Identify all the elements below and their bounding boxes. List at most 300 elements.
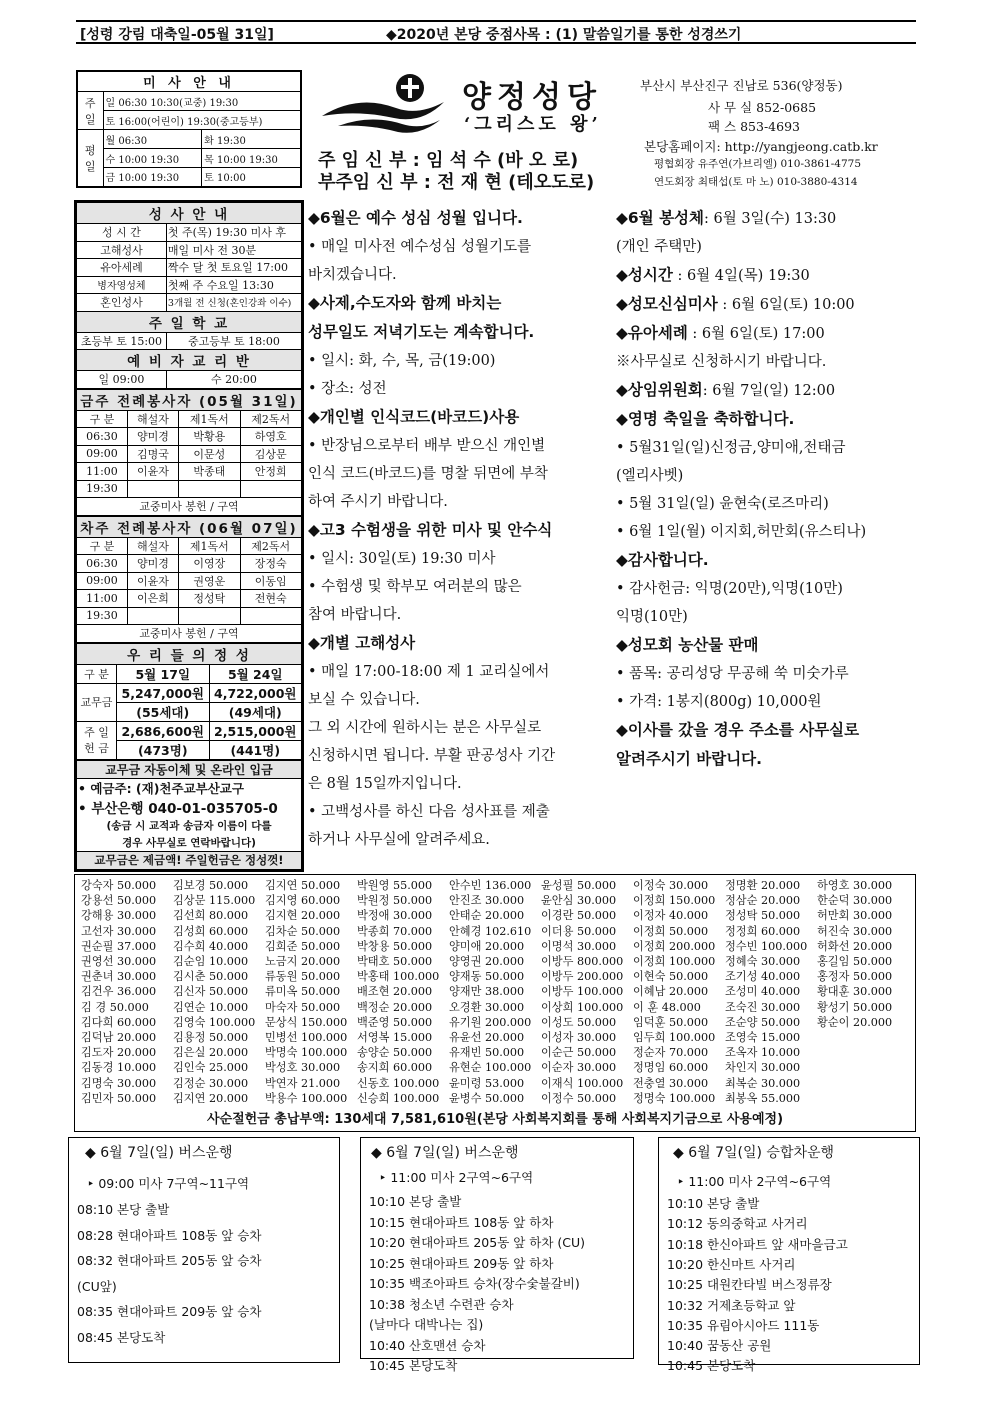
- bus-schedule-2: [360, 1137, 634, 1373]
- donor-entry: 양재만 38.000: [449, 985, 525, 999]
- server-name: 양미경: [127, 555, 178, 573]
- donor-entry: 정순자 70.000: [633, 1046, 709, 1060]
- section-title: 금주 전례봉사자 (05월 31일): [77, 389, 302, 410]
- notice-line: [616, 490, 916, 518]
- donor-entry: 차인지 30.000: [725, 1061, 801, 1075]
- donor-entry: 안태순 20.000: [449, 909, 525, 923]
- weekday-time: 금 10:00 19:30: [103, 168, 202, 187]
- transfer-note: (송금 시 교적과 송금자 이름이 다를: [77, 817, 302, 835]
- mass-time: 06:30: [77, 555, 128, 573]
- notice-line: [616, 631, 916, 660]
- mass-schedule-table: [76, 70, 302, 188]
- offering-slogan: 교무금은 제금액! 주일헌금은 정성껏!: [77, 852, 302, 870]
- notice-line: [616, 688, 916, 716]
- donor-entry: 이성도 50.000: [541, 1015, 617, 1029]
- donor-entry: 유윤선 20.000: [449, 1031, 525, 1044]
- server-name: 정성탁: [179, 590, 240, 608]
- donor-entry: 허화선 20.000: [817, 939, 893, 953]
- notice-text: • 품목: 공리성당 무공해 쑥 미숫가루: [616, 666, 849, 682]
- donor-entry: 이순근 50.000: [541, 1046, 617, 1060]
- donor-entry: 이정자 40.000: [633, 909, 709, 923]
- donor-entry: 안진조 30.000: [449, 894, 525, 908]
- donor-entry: 정정희 60.000: [725, 924, 801, 938]
- donor-entry: 박명숙 100.000: [265, 1046, 348, 1060]
- server-name: [179, 480, 240, 498]
- server-name: [179, 607, 240, 625]
- notice-title: ◆이사를 갔을 경우 주소를 사무실로: [616, 721, 860, 739]
- server-name: 김명국: [127, 445, 178, 463]
- sunday-times: 일 06:30 10:30(교중) 19:30: [103, 92, 301, 111]
- bank-transfer-box: [76, 760, 302, 870]
- donor-entry: 안수빈 136.000: [449, 879, 532, 892]
- donor-entry: 박연자 21.000: [265, 1076, 341, 1090]
- donor-entry: 김수희 40.000: [173, 939, 249, 953]
- servers-next-week-table: [76, 516, 302, 643]
- donor-entry: 이더용 50.000: [541, 924, 617, 938]
- donor-entry: 이재식 100.000: [541, 1076, 624, 1090]
- bus-title: ◆ 6월 7일(일) 버스운행: [371, 1145, 519, 1161]
- donor-entry: 권순필 37.000: [81, 939, 157, 953]
- donor-entry: 허진숙 30.000: [817, 924, 893, 938]
- bus-stop: 10:32 거제초등학교 앞: [667, 1297, 796, 1313]
- notice-line: [616, 319, 916, 348]
- server-name: 하영호: [240, 428, 302, 446]
- donation-list: [74, 874, 916, 1132]
- notice-title: ◆6월은 예수 성심 성월 입니다.: [308, 209, 523, 227]
- notice-line: [616, 290, 916, 319]
- notice-text: (개인 주택만): [616, 239, 702, 255]
- notice-line: [308, 375, 610, 403]
- donor-entry: 송양순 50.000: [357, 1046, 433, 1060]
- server-name: 박황용: [179, 428, 240, 446]
- donor-entry: 이경란 50.000: [541, 909, 617, 923]
- donor-entry: 조성미 40.000: [725, 985, 801, 999]
- notice-line: [308, 204, 610, 233]
- donor-entry: 이방두 800.000: [541, 955, 624, 968]
- sacrament-name: 병자영성체: [77, 276, 167, 294]
- donor-entry: 박원영 55.000: [357, 879, 433, 892]
- notice-title: ◆성모신심미사: [616, 295, 718, 313]
- notice-text: : 6월 7일(일) 12:00: [702, 383, 836, 399]
- donor-entry: 김용정 50.000: [173, 1031, 249, 1044]
- notice-text: : 6월 4일(목) 19:30: [672, 268, 810, 284]
- notice-text: • 5월 31일(일) 윤현숙(로즈마리): [616, 496, 829, 512]
- server-name: 이영장: [179, 555, 240, 573]
- server-name: 양미경: [127, 428, 178, 446]
- donor-entry: 이방두 100.000: [541, 985, 624, 999]
- notice-text: • 감사헌금: 익명(20만),익명(10만): [616, 581, 843, 597]
- donation-row: [81, 1090, 909, 1109]
- donor-entry: 김지영 60.000: [265, 894, 341, 908]
- notice-text: 보실 수 있습니다.: [308, 692, 420, 708]
- col-head: 5월 24일: [209, 664, 302, 683]
- donor-entry: 최봉옥 55.000: [725, 1091, 801, 1105]
- col-head: 구 분: [77, 410, 128, 428]
- notice-line: [308, 629, 610, 658]
- donor-entry: 이정숙 30.000: [633, 879, 709, 892]
- mass-time: 09:00: [77, 445, 128, 463]
- donor-entry: 윤미령 53.000: [449, 1076, 525, 1090]
- donor-entry: 김보경 50.000: [173, 879, 249, 892]
- notice-text: • 6월 1일(월) 이지회,허만회(유스티나): [616, 524, 867, 540]
- donor-entry: 김명숙 30.000: [81, 1076, 157, 1090]
- notice-line: [616, 405, 916, 434]
- notice-line: [308, 233, 610, 261]
- donor-entry: 황성기 50.000: [817, 1000, 893, 1014]
- sacrament-time: 매일 미사 전 30분: [166, 241, 301, 259]
- donor-entry: 마숙자 50.000: [265, 1000, 341, 1014]
- col-head: 구 분: [77, 664, 117, 683]
- donor-entry: 신동호 100.000: [357, 1076, 440, 1090]
- notice-line: [616, 603, 916, 631]
- donor-entry: 윤안심 30.000: [541, 894, 617, 908]
- col-head: 제2독서: [240, 410, 302, 428]
- bus-stop: 10:18 한신아파트 앞 새마을금고: [667, 1236, 848, 1252]
- right-notices: [616, 204, 916, 774]
- notice-line: [308, 686, 610, 714]
- sacrament-name: 혼인성사: [77, 294, 167, 312]
- bus-stop: 08:35 현대아파트 209동 앞 승차: [77, 1304, 262, 1319]
- donor-entry: 노금지 20.000: [265, 955, 341, 968]
- notice-line: [308, 658, 610, 686]
- transfer-note: 경우 사무실로 연락바랍니다): [77, 834, 302, 852]
- donor-entry: 임두희 100.000: [633, 1031, 716, 1044]
- class-time: 수 20:00: [166, 371, 301, 389]
- col-head: 제1독서: [179, 537, 240, 555]
- notice-title: ◆성모회 농산물 판매: [616, 636, 759, 654]
- donor-entry: 김덕남 20.000: [81, 1031, 157, 1044]
- donor-entry: 서영복 15.000: [357, 1031, 433, 1044]
- section-title: 차주 전례봉사자 (06월 07일): [77, 516, 302, 537]
- mass-time: 06:30: [77, 428, 128, 446]
- sacraments-table: [76, 202, 302, 389]
- donor-entry: 박홍태 100.000: [357, 970, 440, 984]
- weekday-time: 수 10:00 19:30: [103, 149, 202, 168]
- server-name: [127, 480, 178, 498]
- notice-text: 바치겠습니다.: [308, 267, 397, 283]
- donor-entry: 이명석 30.000: [541, 939, 617, 953]
- server-name: 이동임: [240, 572, 302, 590]
- sacrament-time: 첫째 주 수요일 13:30: [166, 276, 301, 294]
- amount: 2,686,600원: [117, 721, 210, 740]
- notice-text: • 일시: 30일(토) 19:30 미사: [308, 551, 496, 567]
- section-title: 예 비 자 교 리 반: [77, 350, 302, 371]
- notice-title: ◆6월 봉성체: [616, 209, 704, 227]
- sunday-label: 주일: [77, 92, 103, 130]
- pastor-line: 주 임 신 부 : 임 석 수 (바 오 로): [318, 150, 579, 171]
- bus-schedule-1: [68, 1137, 340, 1363]
- donor-entry: 김희준 50.000: [265, 939, 341, 953]
- notice-line: [616, 660, 916, 688]
- donor-entry: 윤성필 50.000: [541, 879, 617, 892]
- donor-entry: 류동원 50.000: [265, 970, 341, 984]
- bus-route: ‣ 11:00 미사 2구역~6구역: [677, 1174, 832, 1189]
- sacrament-time: 짝수 달 첫 토요일 17:00: [166, 259, 301, 277]
- notice-line: [616, 716, 916, 745]
- bus-stop: (날마다 대박나는 집): [369, 1317, 484, 1332]
- middle-notices: [308, 204, 610, 854]
- donor-entry: 신승희 100.000: [357, 1091, 440, 1105]
- bus-stop: 10:38 청소년 수련관 승차: [369, 1296, 514, 1312]
- donor-entry: 김정순 30.000: [173, 1076, 249, 1090]
- notice-title: ◆개별 고해성사: [308, 634, 416, 652]
- notice-text: • 매일 17:00-18:00 제 1 교리실에서: [308, 664, 550, 680]
- notice-text: 참여 바랍니다.: [308, 607, 402, 623]
- legion-contact: 연도회장 최태섭(토 마 노) 010-3880-4314: [654, 176, 858, 188]
- notice-line: [308, 798, 610, 826]
- donor-entry: 김상문 115.000: [173, 894, 256, 908]
- notice-text: : 6월 6일(토) 17:00: [687, 326, 825, 342]
- donor-entry: 김선희 80.000: [173, 909, 249, 923]
- notice-line: [616, 575, 916, 603]
- server-name: 안정희: [240, 463, 302, 481]
- office-phone: 사 무 실 852-0685: [708, 100, 817, 115]
- notice-text: • 매일 미사전 예수성심 성월기도를: [308, 239, 532, 255]
- notice-title: ◆유아세례: [616, 324, 688, 342]
- donor-entry: 황대훈 30.000: [817, 985, 893, 999]
- pastoral-theme: ◆2020년 본당 중점사목 : (1) 말씀일기를 통한 성경쓰기: [386, 27, 742, 43]
- col-head: 해설자: [127, 537, 178, 555]
- notice-line: [308, 488, 610, 516]
- homepage-link[interactable]: 본당홈페이지: http://yangjeong.catb.kr: [644, 139, 878, 154]
- bus-stop: 10:12 동의중학교 사거리: [667, 1216, 808, 1232]
- row-label: 교무금: [77, 683, 117, 721]
- notice-line: [616, 546, 916, 575]
- bus-title: ◆ 6월 7일(일) 승합차운행: [673, 1145, 835, 1161]
- notice-line: [308, 460, 610, 488]
- donor-entry: 정명숙 100.000: [633, 1091, 716, 1105]
- church-logo: [318, 72, 448, 138]
- bus-stop: 10:45 본당도착: [667, 1358, 756, 1374]
- server-name: 김상문: [240, 445, 302, 463]
- mass-time: 09:00: [77, 572, 128, 590]
- notice-line: [616, 745, 916, 774]
- offering-line: 교중미사 봉헌 / 구역: [77, 498, 302, 516]
- sacrament-time: 첫 주(목) 19:30 미사 후: [166, 224, 301, 242]
- notice-line: [308, 770, 610, 798]
- mass-schedule-title: 미 사 안 내: [77, 71, 301, 92]
- server-name: 장정숙: [240, 555, 302, 573]
- donor-entry: 양재동 50.000: [449, 970, 525, 984]
- donor-entry: 송지희 60.000: [357, 1061, 433, 1075]
- donor-entry: 이순자 30.000: [541, 1061, 617, 1075]
- notice-title: 성무일도 저녁기도는 계속합니다.: [308, 323, 535, 341]
- donor-entry: 민병선 100.000: [265, 1031, 348, 1044]
- notice-text: 은 8월 15일까지입니다.: [308, 776, 462, 792]
- donor-entry: 허만회 30.000: [817, 909, 893, 923]
- donor-entry: 이상희 100.000: [541, 1000, 624, 1014]
- server-name: 권영운: [179, 572, 240, 590]
- server-name: [240, 607, 302, 625]
- count: (49세대): [209, 702, 302, 721]
- notice-title: ◆개인별 인식코드(바코드)사용: [308, 408, 520, 426]
- amount: 2,515,000원: [209, 721, 302, 740]
- notice-line: [308, 432, 610, 460]
- donor-entry: 조순양 50.000: [725, 1015, 801, 1029]
- donor-entry: 한순덕 30.000: [817, 894, 893, 908]
- donor-entry: 양미애 20.000: [449, 939, 525, 953]
- bus-stop: 08:28 현대아파트 108동 앞 승차: [77, 1227, 262, 1243]
- donor-entry: 김지연 20.000: [173, 1091, 249, 1105]
- donor-entry: 박원정 50.000: [357, 894, 433, 908]
- weekday-label: 평일: [77, 130, 103, 187]
- donor-entry: 김인숙 25.000: [173, 1061, 249, 1075]
- donor-entry: 김연순 10.000: [173, 1000, 249, 1014]
- bus-stop: 10:40 산호맨션 승차: [369, 1337, 486, 1353]
- donor-entry: 김다희 60.000: [81, 1015, 157, 1029]
- notice-line: [308, 516, 610, 545]
- notice-text: • 장소: 성전: [308, 381, 387, 397]
- weekday-time: 월 06:30: [103, 130, 202, 149]
- donor-entry: 전충열 30.000: [633, 1076, 709, 1090]
- weekday-time: 목 10:00 19:30: [202, 149, 301, 168]
- donor-entry: 강용선 50.000: [81, 894, 157, 908]
- offering-line: 교중미사 봉헌 / 구역: [77, 625, 302, 643]
- server-name: [127, 607, 178, 625]
- left-info-column: [74, 200, 304, 872]
- notice-text: • 수험생 및 학부모 여러분의 많은: [308, 579, 522, 595]
- server-name: 이은희: [127, 590, 178, 608]
- bulletin-header: [76, 20, 916, 44]
- donor-entry: 안혜경 102.610: [449, 924, 532, 938]
- weekday-time: 화 19:30: [202, 130, 301, 149]
- donor-entry: 양영권 20.000: [449, 955, 525, 968]
- notice-line: [308, 601, 610, 629]
- assistant-pastor-line: 부주임 신 부 : 전 재 현 (테오도로): [318, 172, 595, 193]
- bus-stop: 10:10 본당 출발: [369, 1194, 462, 1209]
- feast-date: [성령 강림 대축일-05월 31일]: [80, 27, 274, 43]
- notice-line: [616, 518, 916, 546]
- notice-line: [308, 742, 610, 770]
- bus-title: ◆ 6월 7일(일) 버스운행: [85, 1145, 233, 1161]
- notice-text: • 5월31일(일)신정금,양미애,전태금: [616, 440, 846, 456]
- donor-entry: 김성희 60.000: [173, 924, 249, 938]
- donor-entry: 임덕훈 50.000: [633, 1015, 709, 1029]
- donor-entry: 김시춘 50.000: [173, 970, 249, 984]
- count: (441명): [209, 740, 302, 759]
- donor-entry: 정혜숙 30.000: [725, 955, 801, 968]
- donor-entry: 황순이 20.000: [817, 1015, 893, 1029]
- donor-entry: 정수빈 100.000: [725, 939, 808, 953]
- donor-entry: 이성자 30.000: [541, 1031, 617, 1044]
- bus-stop: (CU앞): [77, 1278, 117, 1294]
- notice-text: (엘리사벳): [616, 468, 684, 484]
- donor-entry: 김순임 10.000: [173, 955, 249, 968]
- section-title: 주 일 학 교: [77, 311, 302, 332]
- account-holder: • 예금주: (재)천주교부산교구: [77, 778, 302, 797]
- bus-stop: 10:25 대원칸타빌 버스정류장: [667, 1277, 832, 1293]
- donor-entry: 조영숙 15.000: [725, 1031, 801, 1044]
- donor-entry: 이정희 150.000: [633, 894, 716, 908]
- notice-line: [308, 347, 610, 375]
- donor-entry: 박용수 100.000: [265, 1091, 348, 1105]
- server-name: 전현숙: [240, 590, 302, 608]
- notice-line: [616, 376, 916, 405]
- donation-total: 사순절헌금 총납부액: 130세대 7,581,610원(본당 사회복지회를 통해 사회복지기금으로 사용예정): [206, 1112, 784, 1127]
- donor-entry: 김차순 50.000: [265, 924, 341, 938]
- fax-number: 팩 스 853-4693: [708, 119, 800, 134]
- church-name: 양정성당: [462, 80, 602, 115]
- amount: 5,247,000원: [117, 683, 210, 702]
- bus-stop: 08:45 본당도착: [77, 1329, 166, 1345]
- section-title: 성 사 안 내: [77, 203, 302, 224]
- donor-entry: 김은실 20.000: [173, 1046, 249, 1060]
- donor-entry: 김지현 20.000: [265, 909, 341, 923]
- donor-entry: 김신자 50.000: [173, 985, 249, 999]
- donor-entry: 김도자 20.000: [81, 1046, 157, 1060]
- donor-entry: 유기원 200.000: [449, 1015, 532, 1029]
- saturday-times: 토 16:00(어린이) 19:30(중고등부): [103, 111, 301, 130]
- donor-entry: 오경환 30.000: [449, 1000, 525, 1014]
- notice-title: 알려주시기 바랍니다.: [616, 750, 763, 768]
- notice-text: 인식 코드(바코드)를 명찰 뒤면에 부착: [308, 466, 548, 482]
- donor-entry: 정삼순 20.000: [725, 894, 801, 908]
- donor-entry: 김지연 50.000: [265, 879, 341, 892]
- donor-entry: 이정희 100.000: [633, 955, 716, 968]
- sacrament-name: 고해성사: [77, 241, 167, 259]
- class-time: 일 09:00: [77, 371, 167, 389]
- donor-entry: 강숙자 50.000: [81, 879, 157, 892]
- notice-title: ◆상임위원회: [616, 381, 703, 399]
- server-name: [240, 480, 302, 498]
- bus-stop: 08:10 본당 출발: [77, 1202, 170, 1217]
- bus-stop: 10:15 현대아파트 108동 앞 하차: [369, 1214, 554, 1230]
- notice-text: 하여 주시기 바랍니다.: [308, 494, 448, 510]
- donor-entry: 강해용 30.000: [81, 909, 157, 923]
- bus-stop: 08:32 현대아파트 205동 앞 승차: [77, 1253, 262, 1268]
- mass-time: 11:00: [77, 590, 128, 608]
- donor-entry: 백정순 20.000: [357, 1000, 433, 1014]
- bus-route: ‣ 11:00 미사 2구역~6구역: [379, 1170, 534, 1185]
- donor-entry: 이혜남 20.000: [633, 985, 709, 999]
- donor-entry: 이정희 50.000: [633, 924, 709, 938]
- donor-entry: 박종희 70.000: [357, 924, 433, 938]
- donor-entry: 정성탁 50.000: [725, 909, 801, 923]
- donor-entry: 문상식 150.000: [265, 1015, 348, 1029]
- count: (55세대): [117, 702, 210, 721]
- donor-entry: 김건우 36.000: [81, 985, 157, 999]
- council-contact: 평협회장 유주연(가브리엘) 010-3861-4775: [654, 158, 862, 170]
- bus-stop: 10:45 본당도착: [369, 1358, 458, 1373]
- donor-entry: 배조현 20.000: [357, 985, 433, 999]
- bus-stop: 10:10 본당 출발: [667, 1196, 760, 1211]
- donor-entry: 홍길임 50.000: [817, 955, 893, 968]
- donor-entry: 정명환 20.000: [725, 879, 801, 892]
- donor-entry: 조숙진 30.000: [725, 1000, 801, 1014]
- section-title: 교무금 자동이체 및 온라인 입금: [77, 760, 302, 778]
- bus-stop: 10:20 현대아파트 205동 앞 하차 (CU): [369, 1235, 586, 1250]
- donor-entry: 유재빈 50.000: [449, 1046, 525, 1060]
- donor-entry: 권춘녀 30.000: [81, 970, 157, 984]
- notice-line: [308, 289, 610, 318]
- notice-title: ◆사제,수도자와 함께 바치는: [308, 294, 502, 312]
- notice-title: ◆고3 수험생을 위한 미사 및 안수식: [308, 521, 553, 539]
- notice-line: [308, 714, 610, 742]
- notice-text: 하거나 사무실에 알려주세요.: [308, 832, 490, 848]
- count: (473명): [117, 740, 210, 759]
- notice-line: [308, 545, 610, 573]
- donor-entry: 박정애 30.000: [357, 909, 433, 923]
- server-name: 이윤자: [127, 572, 178, 590]
- bus-stop: 10:35 유림아시아드 111동: [667, 1317, 820, 1333]
- notice-line: [616, 434, 916, 462]
- bus-stop: 10:20 한신마트 사거리: [667, 1256, 796, 1272]
- notice-title: ◆감사합니다.: [616, 551, 709, 569]
- donor-entry: 김동경 10.000: [81, 1061, 157, 1075]
- donor-entry: 김 경 50.000: [81, 1000, 149, 1014]
- bus-stop: 10:35 백조아파트 승차(장수숯불갈비): [369, 1276, 580, 1291]
- van-schedule: [658, 1137, 920, 1374]
